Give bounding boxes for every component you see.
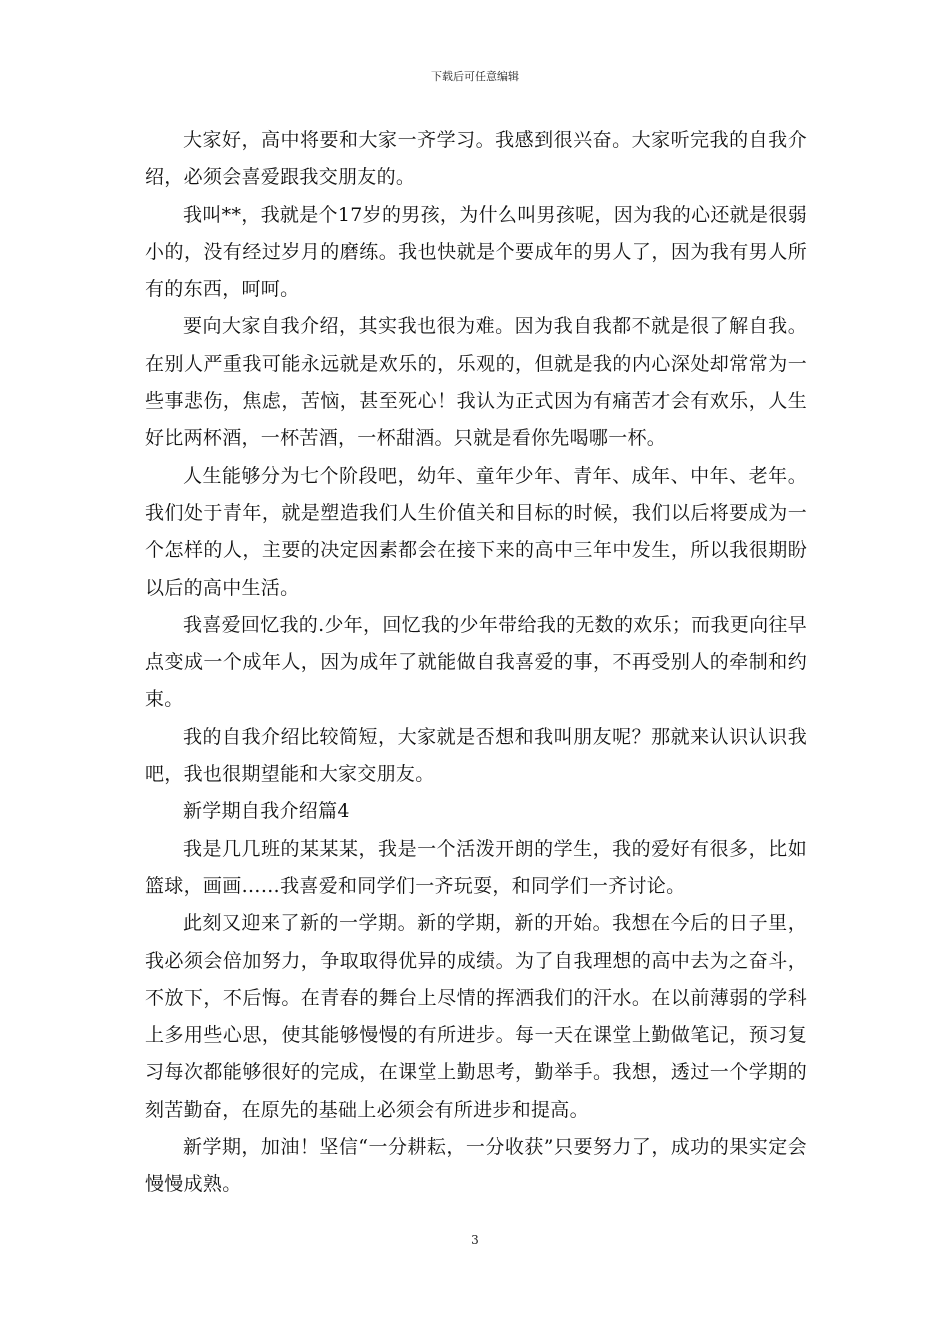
page-number: 3 <box>471 1233 479 1247</box>
paragraph: 人生能够分为七个阶段吧，幼年、童年少年、青年、成年、中年、老年。我们处于青年，就是塑造我们人生价值关和目标的时候，我们以后将要成为一个怎样的人，主要的决定因素都会在接下来的高中三年中发生，所以我很期盼以后的高中生活。 <box>145 464 807 599</box>
paragraph: 大家好，高中将要和大家一齐学习。我感到很兴奋。大家听完我的自我介绍，必须会喜爱跟我交朋友的。 <box>145 129 807 189</box>
paragraph: 此刻又迎来了新的一学期。新的学期，新的开始。我想在今后的日子里，我必须会倍加努力，争取取得优异的成绩。为了自我理想的高中去为之奋斗，不放下，不后悔。在青春的舞台上尽情的挥洒我们的汗水。在以前薄弱的学科上多用些心思，使其能够慢慢的有所进步。每一天在课堂上勤做笔记，预习复习每次都能够很好的完成，在课堂上勤思考，勤举手。我想，透过一个学期的刻苦勤奋，在原先的基础上必须会有所进步和提高。 <box>145 912 807 1121</box>
paragraph: 我喜爱回忆我的.少年，回忆我的少年带给我的无数的欢乐；而我更向往早点变成一个成年人，因为成年了就能做自我喜爱的事，不再受别人的牵制和约束。 <box>145 613 807 711</box>
paragraph: 我是几几班的某某某，我是一个活泼开朗的学生，我的爱好有很多，比如篮球，画画……我喜爱和同学们一齐玩耍，和同学们一齐讨论。 <box>145 837 807 897</box>
paragraph: 要向大家自我介绍，其实我也很为难。因为我自我都不就是很了解自我。在别人严重我可能永远就是欢乐的，乐观的，但就是我的内心深处却常常为一些事悲伤，焦虑，苦恼，甚至死心！我认为正式因为有痛苦才会有欢乐，人生好比两杯酒，一杯苦酒，一杯甜酒。只就是看你先喝哪一杯。 <box>145 315 807 450</box>
document-body <box>145 122 807 1204</box>
paragraph: 新学期，加油！坚信“一分耕耘，一分收获”只要努力了，成功的果实定会慢慢成熟。 <box>145 1136 807 1196</box>
paragraph: 我的自我介绍比较简短，大家就是否想和我叫朋友呢？那就来认识认识我吧，我也很期望能和大家交朋友。 <box>145 725 807 786</box>
section-title: 新学期自我介绍篇4 <box>183 800 350 823</box>
page-header-note: 下载后可任意编辑 <box>431 70 519 83</box>
paragraph: 我叫**，我就是个17岁的男孩，为什么叫男孩呢，因为我的心还就是很弱小的，没有经过岁月的磨练。我也快就是个要成年的男人了，因为我有男人所有的东西，呵呵。 <box>145 203 807 301</box>
